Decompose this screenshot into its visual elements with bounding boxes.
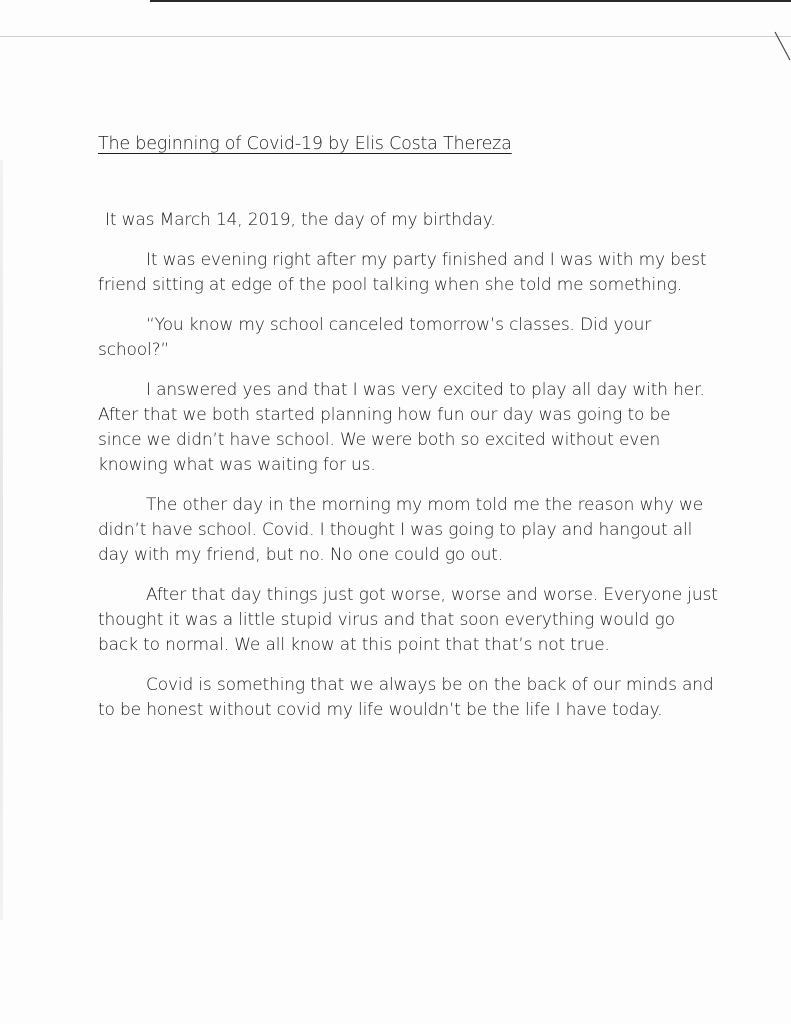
paragraph-4: I answered yes and that I was very excited to play all day with her. After that we both started planning how fun our day was going to be since we didn’t have school. We were both so excited without even knowing what was waiting for us. [98,380,705,475]
scan-top-border [150,0,791,2]
page-corner-fold [771,30,791,70]
scan-fold-line [0,36,791,37]
paragraph-6: After that day things just got worse, worse and worse. Everyone just thought it was a little stupid virus and that soon everything would go back to normal. We all know at this point that that’s not true. [98,585,718,655]
scan-left-edge [0,160,3,920]
paragraph-5: The other day in the morning my mom told me the reason why we didn’t have school. Covid. I thought I was going to play and hangout all day with my friend, but no. No one could go out. [98,495,704,565]
paragraph-2: It was evening right after my party finished and I was with my best friend sitting at edge of the pool talking when she told me something. [98,250,707,295]
document-title: The beginning of Covid-19 by Elis Costa Thereza [98,134,512,154]
paragraph-3: “You know my school canceled tomorrow’s classes. Did your school?” [98,315,652,360]
document-body [98,208,718,738]
paragraph-7: Covid is something that we always be on the back of our minds and to be honest without covid my life wouldn’t be the life I have today. [98,675,714,720]
paragraph-1: It was March 14, 2019, the day of my birthday. [105,210,496,230]
